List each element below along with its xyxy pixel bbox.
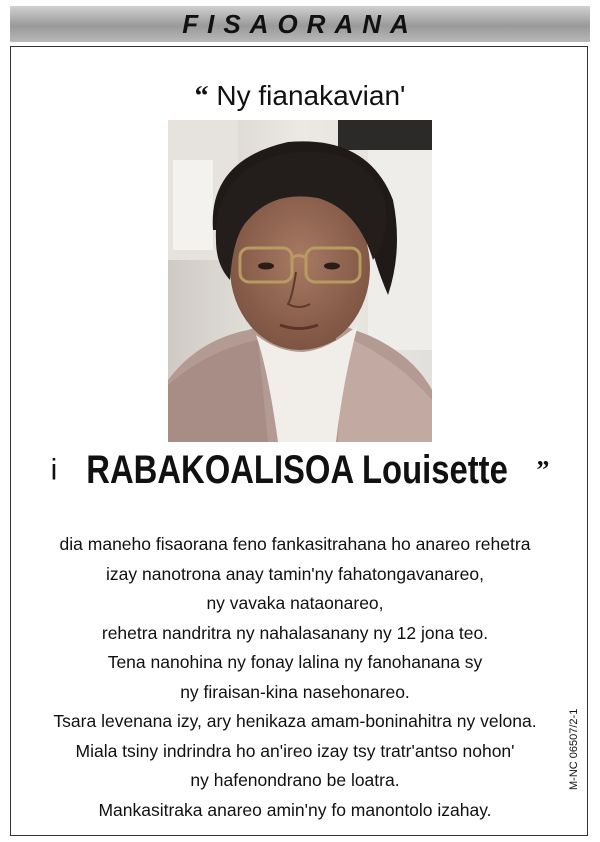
message-line: rehetra nandritra ny nahalasanany ny 12 jona teo. [101,622,489,643]
thanks-message [20,530,570,825]
message-line: izay nanotrona anay tamin'ny fahatongavanareo, [106,563,484,584]
header-banner [10,6,590,42]
message-line: Miala tsiny indrindra ho an'ireo izay tsy tratr'antso nohon' [75,740,515,761]
family-quote [0,80,600,113]
deceased-name-line [0,448,600,493]
header-title: FISAORANA [182,8,418,39]
reference-code: M-NC 06507/2-1 [568,708,580,790]
message-line: Mankasitraka anareo amin'ny fo manontolo izahay. [98,799,492,820]
closing-quote-mark: ” [536,455,550,485]
portrait-photo [168,120,432,442]
family-quote-text: Ny fianakavian' [216,80,406,111]
opening-quote-mark: “ [194,81,209,112]
message-line: ny hafenondrano be loatra. [190,770,400,790]
message-line: Tena nanohina ny fonay lalina ny fanohanana sy [107,652,483,672]
name-prefix: i [50,453,58,487]
message-line: Tsara levenana izy, ary henikaza amam-boninahitra ny velona. [53,711,537,731]
message-line: dia maneho fisaorana feno fankasitrahana ho anareo rehetra [59,534,531,554]
portrait-image [168,120,432,442]
message-line: ny firaisan-kina nasehonareo. [180,681,410,702]
message-line: ny vavaka nataonareo, [206,593,384,613]
deceased-name: RABAKOALISOA Louisette [86,448,508,492]
